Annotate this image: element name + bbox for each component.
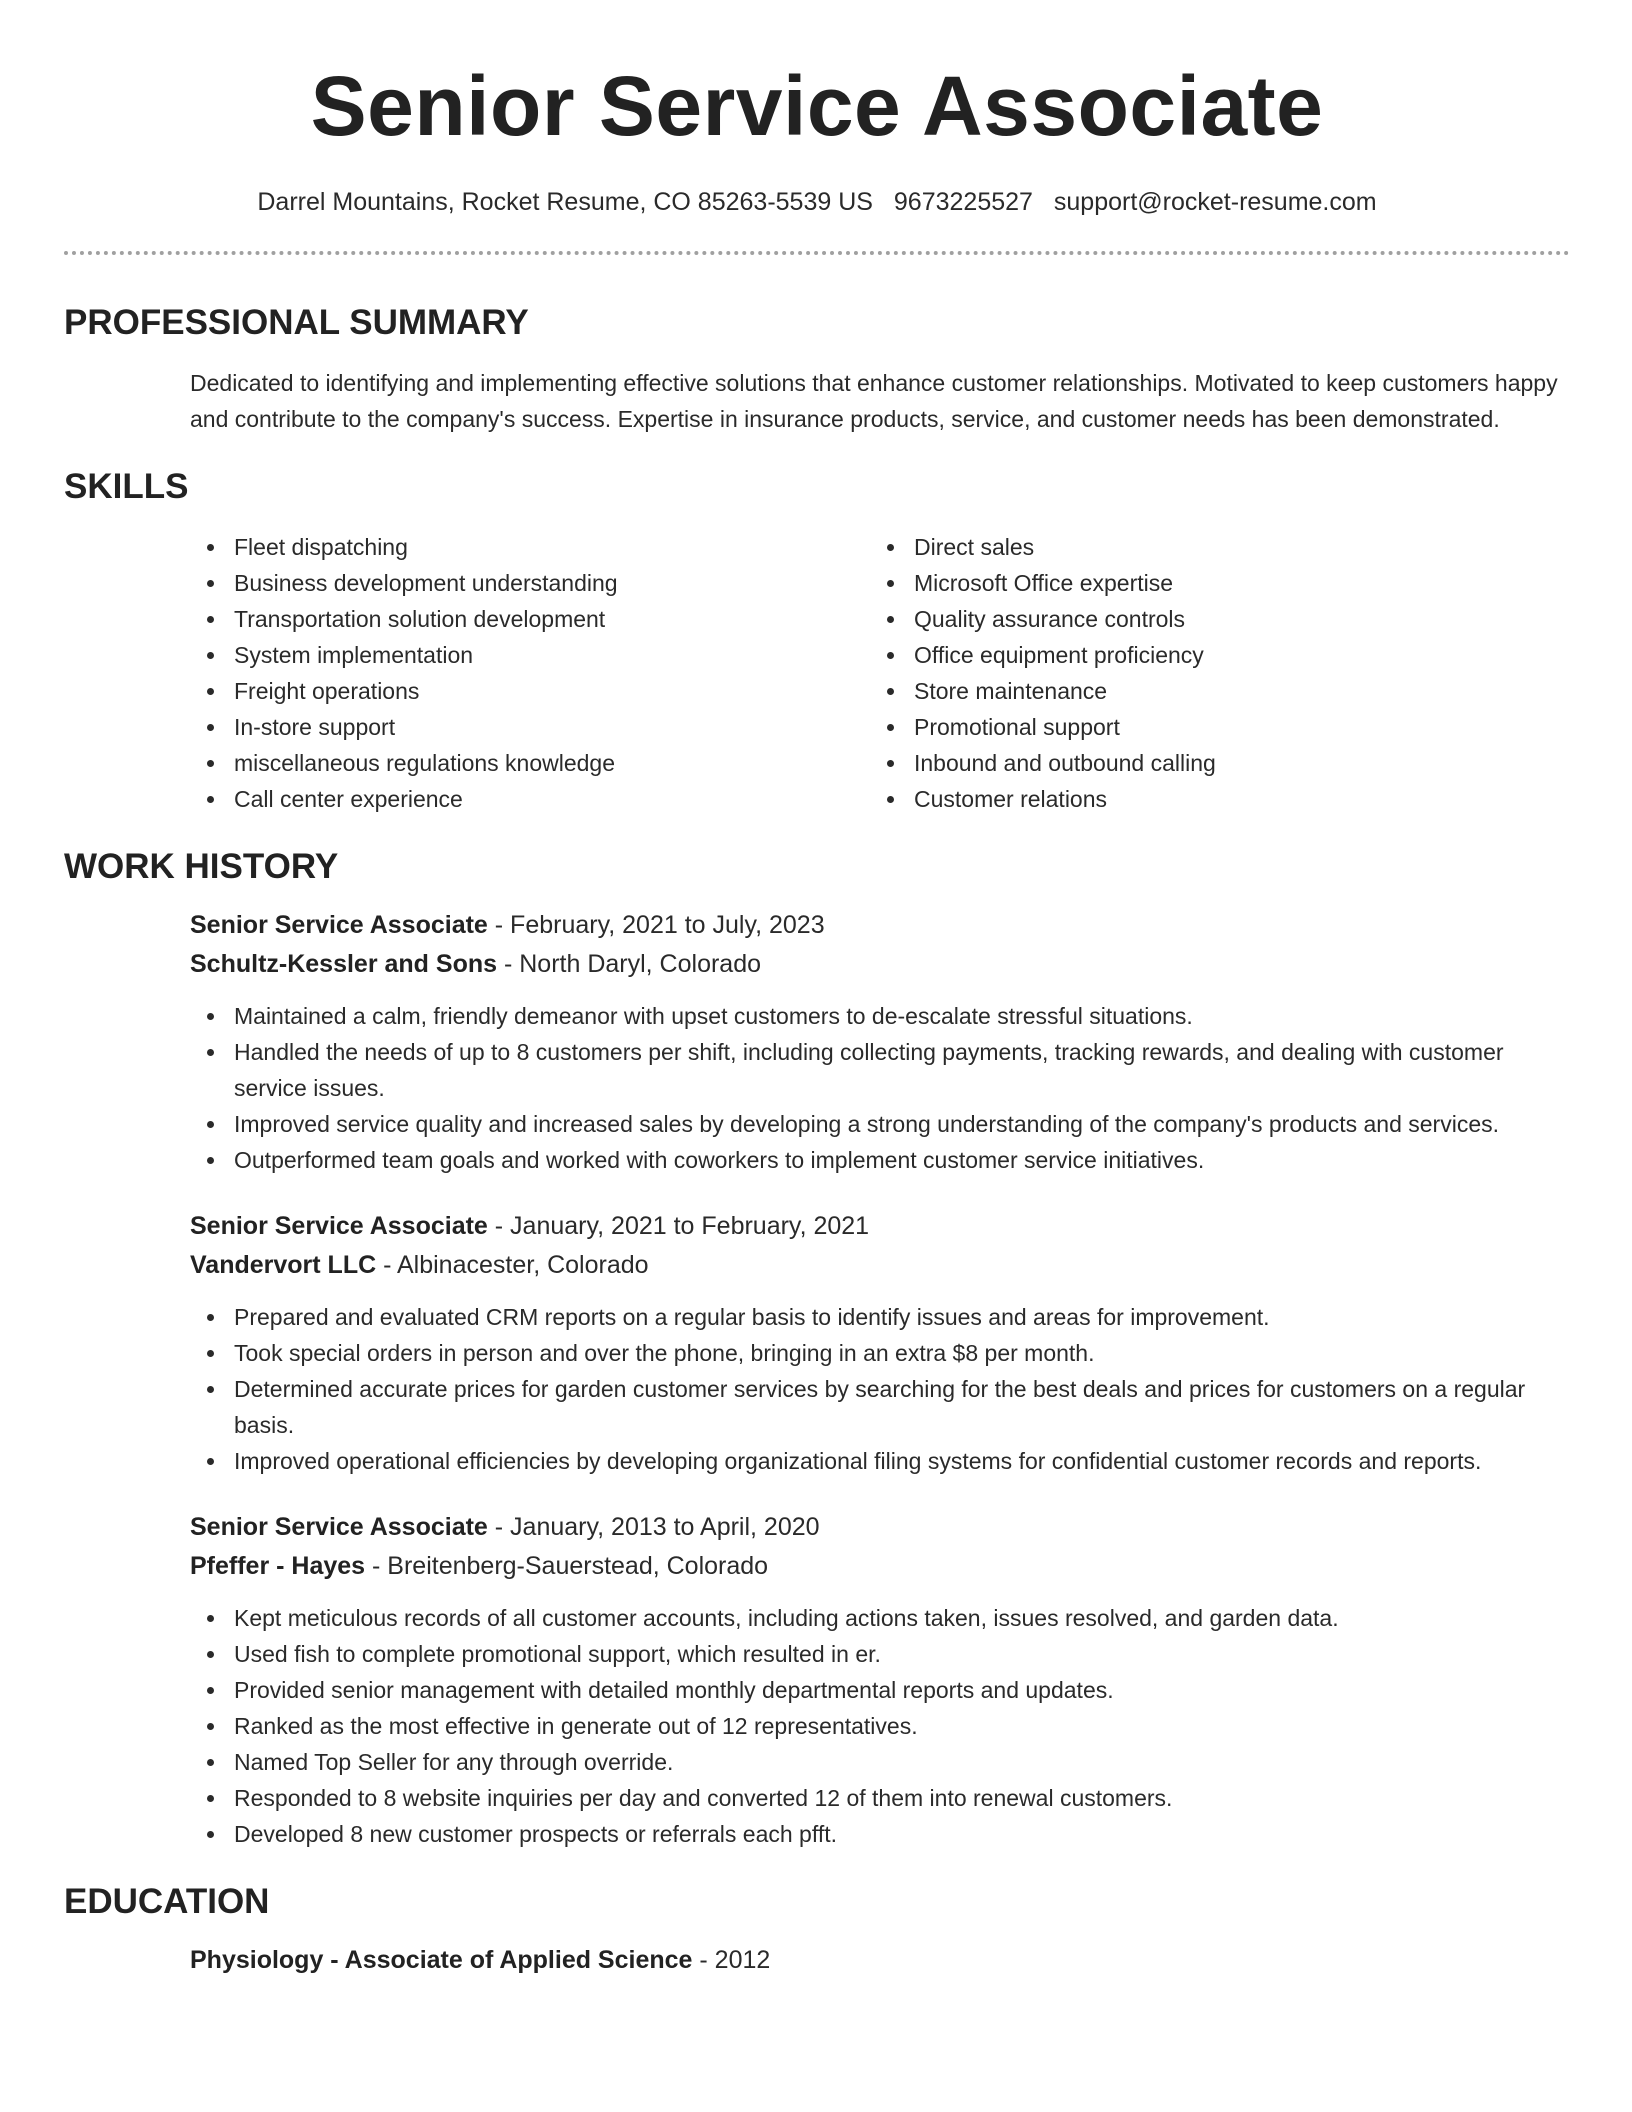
job-company: Pfeffer - Hayes (190, 1552, 366, 1580)
contact-line (64, 186, 1570, 218)
job-dates: - January, 2013 to April, 2020 (487, 1513, 820, 1541)
contact-email: support@rocket-resume.com (1053, 188, 1377, 216)
job-bullet: Named Top Seller for any through override. (190, 1744, 1570, 1780)
job-bullets (190, 1600, 1570, 1852)
job-title-line (190, 906, 1570, 945)
job-company-line (190, 1246, 1570, 1285)
job-bullet: Kept meticulous records of all customer accounts, including actions taken, issues resolved, and garden data. (190, 1600, 1570, 1636)
skill-item: Customer relations (870, 781, 1550, 817)
job-bullets (190, 998, 1570, 1178)
job-company: Vandervort LLC (190, 1251, 377, 1279)
skill-item: Quality assurance controls (870, 601, 1550, 637)
contact-phone: 9673225527 (893, 188, 1033, 216)
skill-item: Store maintenance (870, 673, 1550, 709)
skills-column-left (190, 529, 870, 817)
skill-item: Call center experience (190, 781, 870, 817)
job-bullet: Responded to 8 website inquiries per day and converted 12 of them into renewal customers. (190, 1780, 1570, 1816)
skill-item: Office equipment proficiency (870, 637, 1550, 673)
skill-item: In-store support (190, 709, 870, 745)
job-bullet: Took special orders in person and over the phone, bringing in an extra $8 per month. (190, 1335, 1570, 1371)
header-divider (64, 251, 1570, 255)
section-title-skills: SKILLS (64, 467, 189, 506)
job-location: - Albinacester, Colorado (376, 1251, 649, 1279)
skill-item: Promotional support (870, 709, 1550, 745)
skill-item: Inbound and outbound calling (870, 745, 1550, 781)
section-title-summary: PROFESSIONAL SUMMARY (64, 303, 529, 342)
job-bullet: Prepared and evaluated CRM reports on a regular basis to identify issues and areas for improvement. (190, 1299, 1570, 1335)
skill-item: Business development understanding (190, 565, 870, 601)
job-role: Senior Service Associate (190, 1212, 488, 1240)
education-entry (190, 1941, 1570, 1980)
resume-page (64, 0, 1570, 1980)
skill-item: System implementation (190, 637, 870, 673)
job-entry (190, 1508, 1570, 1852)
job-entry (190, 1207, 1570, 1479)
section-title-work-history: WORK HISTORY (64, 847, 339, 886)
job-dates: - January, 2021 to February, 2021 (487, 1212, 870, 1240)
summary-text: Dedicated to identifying and implementing effective solutions that enhance customer relationships. Motivated to keep customers happy and contribute to the company's success. Expertise in insurance products, service, and customer needs has been demonstrated. (190, 370, 1558, 432)
job-bullet: Ranked as the most effective in generate out of 12 representatives. (190, 1708, 1570, 1744)
job-bullet: Improved operational efficiencies by developing organizational filing systems for confidential customer records and reports. (190, 1443, 1570, 1479)
education-degree: Physiology - Associate of Applied Science (190, 1946, 693, 1974)
job-bullets (190, 1299, 1570, 1479)
skill-item: Microsoft Office expertise (870, 565, 1550, 601)
job-title-line (190, 1207, 1570, 1246)
job-company-line (190, 945, 1570, 984)
skill-item: miscellaneous regulations knowledge (190, 745, 870, 781)
section-title-education: EDUCATION (64, 1882, 270, 1921)
job-entry (190, 906, 1570, 1178)
skill-item: Fleet dispatching (190, 529, 870, 565)
skills-list (190, 529, 1570, 817)
job-bullet: Handled the needs of up to 8 customers per shift, including collecting payments, tracking rewards, and dealing with customer service issues. (190, 1034, 1570, 1106)
job-role: Senior Service Associate (190, 911, 488, 939)
job-bullet: Improved service quality and increased sales by developing a strong understanding of the company's products and services. (190, 1106, 1570, 1142)
skill-item: Transportation solution development (190, 601, 870, 637)
education-year: - 2012 (692, 1946, 771, 1974)
job-bullet: Provided senior management with detailed monthly departmental reports and updates. (190, 1672, 1570, 1708)
resume-title: Senior Service Associate (310, 59, 1324, 153)
job-company: Schultz-Kessler and Sons (190, 950, 498, 978)
job-location: - North Daryl, Colorado (497, 950, 762, 978)
job-bullet: Determined accurate prices for garden customer services by searching for the best deals and prices for customers on a regular basis. (190, 1371, 1570, 1443)
job-company-line (190, 1547, 1570, 1586)
job-dates: - February, 2021 to July, 2023 (487, 911, 825, 939)
skills-column-right (870, 529, 1550, 817)
contact-address: Darrel Mountains, Rocket Resume, CO 85263-5539 US (257, 188, 873, 216)
job-bullet: Outperformed team goals and worked with coworkers to implement customer service initiatives. (190, 1142, 1570, 1178)
skill-item: Freight operations (190, 673, 870, 709)
job-role: Senior Service Associate (190, 1513, 488, 1541)
job-location: - Breitenberg-Sauerstead, Colorado (365, 1552, 769, 1580)
skill-item: Direct sales (870, 529, 1550, 565)
job-bullet: Used fish to complete promotional support, which resulted in er. (190, 1636, 1570, 1672)
job-bullet: Maintained a calm, friendly demeanor with upset customers to de-escalate stressful situations. (190, 998, 1570, 1034)
job-title-line (190, 1508, 1570, 1547)
job-bullet: Developed 8 new customer prospects or referrals each pfft. (190, 1816, 1570, 1852)
